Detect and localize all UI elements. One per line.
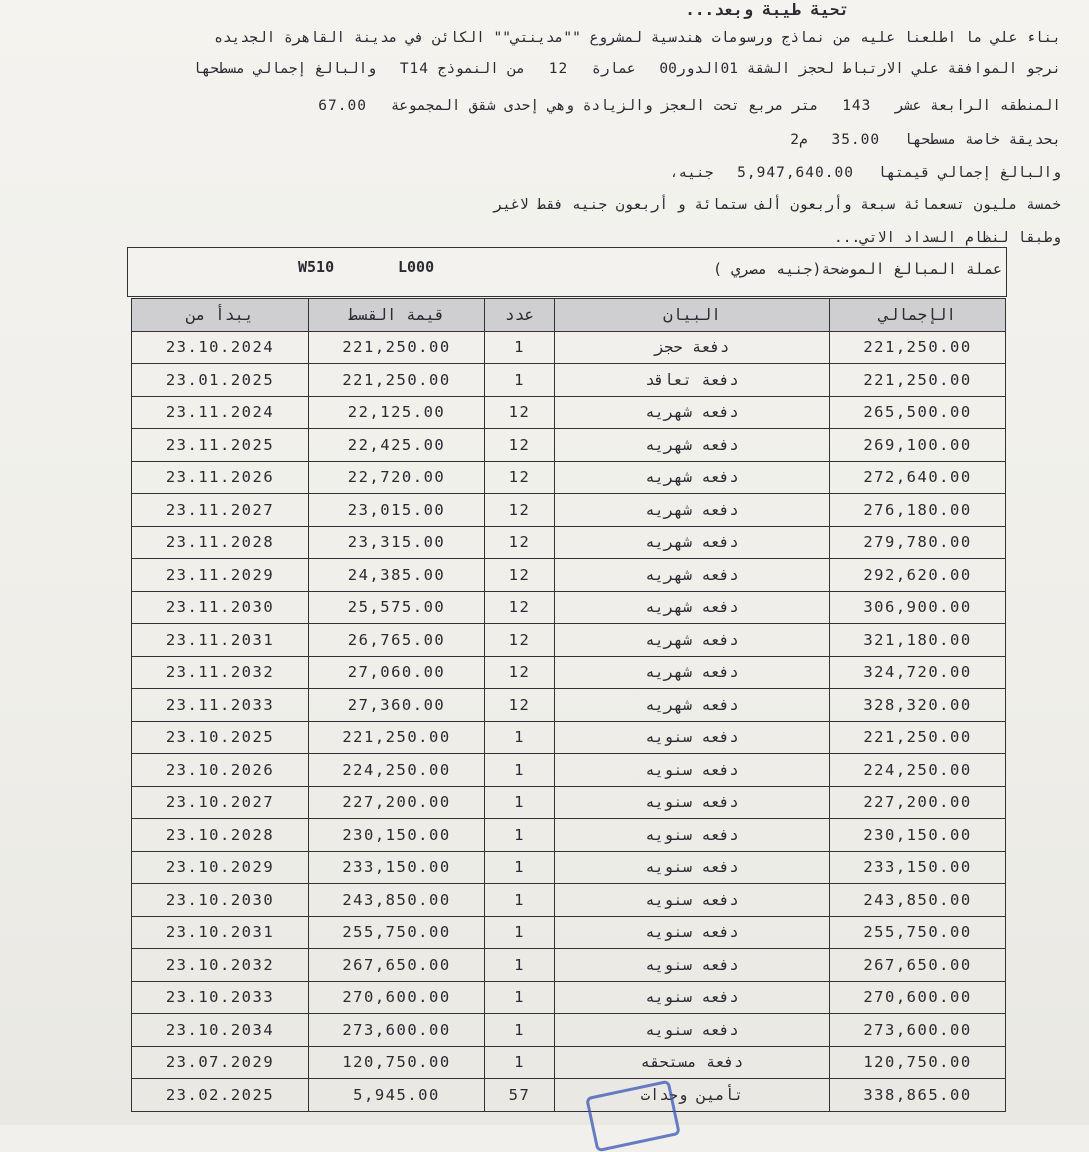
description-cell: دفعه شهريه xyxy=(555,689,830,722)
installment-amount-cell: 22,425.00 xyxy=(309,429,485,462)
start-date-cell: 23.10.2024 xyxy=(132,331,309,364)
total-cell: 227,200.00 xyxy=(830,786,1006,819)
start-date-cell: 23.10.2033 xyxy=(132,981,309,1014)
installment-amount-cell: 255,750.00 xyxy=(309,916,485,949)
table-row xyxy=(132,819,1006,852)
total-cell: 233,150.00 xyxy=(830,851,1006,884)
description-cell: دفعة حجز xyxy=(555,331,830,364)
description-cell: دفعه شهريه xyxy=(555,591,830,624)
table-row xyxy=(132,981,1006,1014)
start-date-cell: 23.02.2025 xyxy=(132,1079,309,1112)
count-cell: 12 xyxy=(485,689,555,722)
count-cell: 12 xyxy=(485,559,555,592)
table-row xyxy=(132,461,1006,494)
start-date-cell: 23.10.2031 xyxy=(132,916,309,949)
table-row xyxy=(132,884,1006,917)
start-date-cell: 23.11.2028 xyxy=(132,526,309,559)
installment-amount-cell: 5,945.00 xyxy=(309,1079,485,1112)
count-cell: 1 xyxy=(485,851,555,884)
description-cell: دفعه شهريه xyxy=(555,526,830,559)
table-row xyxy=(132,916,1006,949)
description-cell: دفعه سنويه xyxy=(555,884,830,917)
total-cell: 120,750.00 xyxy=(830,1046,1006,1079)
count-cell: 12 xyxy=(485,461,555,494)
start-date-cell: 23.10.2032 xyxy=(132,949,309,982)
total-cell: 338,865.00 xyxy=(830,1079,1006,1112)
description-cell: دفعه سنويه xyxy=(555,721,830,754)
table-row xyxy=(132,689,1006,722)
group-number: 143 xyxy=(842,98,872,114)
description-cell: دفعه شهريه xyxy=(555,396,830,429)
column-header-total: الإجمالي xyxy=(830,299,1006,332)
installment-amount-cell: 243,850.00 xyxy=(309,884,485,917)
currency-header-box xyxy=(127,247,1007,297)
installment-amount-cell: 24,385.00 xyxy=(309,559,485,592)
table-row xyxy=(132,1046,1006,1079)
column-header-start: يبدأ من xyxy=(132,299,309,332)
installment-amount-cell: 221,250.00 xyxy=(309,364,485,397)
count-cell: 12 xyxy=(485,396,555,429)
table-row xyxy=(132,429,1006,462)
description-cell: دفعه سنويه xyxy=(555,786,830,819)
description-cell: دفعة مستحقه xyxy=(555,1046,830,1079)
installment-amount-cell: 227,200.00 xyxy=(309,786,485,819)
total-cell: 292,620.00 xyxy=(830,559,1006,592)
table-header-row xyxy=(132,299,1006,332)
line4-text: بحديقة خاصة مسطحها xyxy=(903,132,1061,148)
description-cell: دفعه سنويه xyxy=(555,1014,830,1047)
total-cell: 328,320.00 xyxy=(830,689,1006,722)
start-date-cell: 23.10.2030 xyxy=(132,884,309,917)
description-cell: دفعه شهريه xyxy=(555,624,830,657)
letter-line-1: بناء علي ما اطلعنا عليه من نماذج ورسومات هندسية لمشروع ""مدينتي"" الكائن في مدينة القاهرة الجديده xyxy=(214,30,1061,46)
payment-schedule-table xyxy=(131,298,1006,1112)
start-date-cell: 23.10.2025 xyxy=(132,721,309,754)
total-cell: 243,850.00 xyxy=(830,884,1006,917)
table-row xyxy=(132,331,1006,364)
letter-line-2 xyxy=(40,61,1061,77)
line2-text-b: عمارة xyxy=(592,61,636,77)
start-date-cell: 23.10.2026 xyxy=(132,754,309,787)
count-cell: 1 xyxy=(485,1046,555,1079)
start-date-cell: 23.11.2024 xyxy=(132,396,309,429)
column-header-count: عدد xyxy=(485,299,555,332)
code-right: L000 xyxy=(398,258,435,276)
installment-amount-cell: 26,765.00 xyxy=(309,624,485,657)
total-cell: 221,250.00 xyxy=(830,364,1006,397)
count-cell: 1 xyxy=(485,981,555,1014)
table-row xyxy=(132,526,1006,559)
installment-amount-cell: 230,150.00 xyxy=(309,819,485,852)
description-cell: دفعه شهريه xyxy=(555,461,830,494)
total-cell: 224,250.00 xyxy=(830,754,1006,787)
count-cell: 12 xyxy=(485,494,555,527)
table-row xyxy=(132,591,1006,624)
description-cell: دفعه سنويه xyxy=(555,851,830,884)
count-cell: 12 xyxy=(485,624,555,657)
total-cell: 279,780.00 xyxy=(830,526,1006,559)
unit-area: 67.00 xyxy=(318,98,367,114)
currency-note: عملة المبالغ الموضحة(جنيه مصري ) xyxy=(713,260,1002,278)
total-cell: 306,900.00 xyxy=(830,591,1006,624)
start-date-cell: 23.10.2034 xyxy=(132,1014,309,1047)
installment-amount-cell: 23,015.00 xyxy=(309,494,485,527)
table-row xyxy=(132,1014,1006,1047)
description-cell: دفعه شهريه xyxy=(555,494,830,527)
installment-amount-cell: 22,720.00 xyxy=(309,461,485,494)
installment-amount-cell: 273,600.00 xyxy=(309,1014,485,1047)
start-date-cell: 23.11.2029 xyxy=(132,559,309,592)
count-cell: 1 xyxy=(485,1014,555,1047)
letter-line-6: خمسة مليون تسعمائة سبعة وأربعون ألف ستمائة و أربعون جنيه فقط لاغير xyxy=(493,197,1061,213)
total-cell: 272,640.00 xyxy=(830,461,1006,494)
letter-line-4 xyxy=(40,132,1061,148)
count-cell: 12 xyxy=(485,591,555,624)
table-row xyxy=(132,624,1006,657)
start-date-cell: 23.10.2028 xyxy=(132,819,309,852)
start-date-cell: 23.10.2029 xyxy=(132,851,309,884)
start-date-cell: 23.11.2031 xyxy=(132,624,309,657)
letter-line-3 xyxy=(40,98,1061,114)
installment-amount-cell: 270,600.00 xyxy=(309,981,485,1014)
start-date-cell: 23.11.2032 xyxy=(132,656,309,689)
count-cell: 1 xyxy=(485,819,555,852)
total-cell: 269,100.00 xyxy=(830,429,1006,462)
description-cell: دفعه سنويه xyxy=(555,754,830,787)
installment-amount-cell: 22,125.00 xyxy=(309,396,485,429)
total-cell: 255,750.00 xyxy=(830,916,1006,949)
installment-amount-cell: 25,575.00 xyxy=(309,591,485,624)
letter-line-5 xyxy=(40,165,1061,181)
count-cell: 1 xyxy=(485,916,555,949)
count-cell: 1 xyxy=(485,721,555,754)
start-date-cell: 23.10.2027 xyxy=(132,786,309,819)
line2-text-a: نرجو الموافقة علي الارتباط لحجز الشقة 01الدور00 xyxy=(659,61,1061,77)
description-cell: تأمين وحدات xyxy=(555,1079,830,1112)
building-number: 12 xyxy=(548,61,569,77)
table-row xyxy=(132,494,1006,527)
table-row xyxy=(132,851,1006,884)
table-row xyxy=(132,949,1006,982)
total-cell: 265,500.00 xyxy=(830,396,1006,429)
description-cell: دفعه شهريه xyxy=(555,656,830,689)
greeting: تحية طيبة وبعد... xyxy=(685,0,849,19)
count-cell: 1 xyxy=(485,884,555,917)
installment-amount-cell: 221,250.00 xyxy=(309,331,485,364)
table-row xyxy=(132,396,1006,429)
zone-text: المنطقه الرابعة عشر xyxy=(895,98,1061,114)
total-cell: 276,180.00 xyxy=(830,494,1006,527)
table-row xyxy=(132,656,1006,689)
table-row xyxy=(132,721,1006,754)
line2-text-e: والبالغ إجمالي مسطحها xyxy=(192,61,377,77)
line3-text: متر مربع تحت العجز والزيادة وهي إحدى شقق المجموعة xyxy=(390,98,819,114)
installment-amount-cell: 120,750.00 xyxy=(309,1046,485,1079)
total-value: 5,947,640.00 xyxy=(737,165,854,181)
code-left: W510 xyxy=(298,258,335,276)
table-body xyxy=(132,331,1006,1111)
total-cell: 267,650.00 xyxy=(830,949,1006,982)
description-cell: دفعه سنويه xyxy=(555,819,830,852)
total-cell: 270,600.00 xyxy=(830,981,1006,1014)
count-cell: 1 xyxy=(485,786,555,819)
start-date-cell: 23.11.2027 xyxy=(132,494,309,527)
letter-line-7: وطبقا لنظام السداد الاتي... xyxy=(834,230,1061,246)
count-cell: 1 xyxy=(485,364,555,397)
installment-amount-cell: 23,315.00 xyxy=(309,526,485,559)
description-cell: دفعه شهريه xyxy=(555,559,830,592)
start-date-cell: 23.01.2025 xyxy=(132,364,309,397)
table-row xyxy=(132,364,1006,397)
line5-text: والبالغ إجمالي قيمتها xyxy=(877,165,1061,181)
start-date-cell: 23.11.2033 xyxy=(132,689,309,722)
garden-area: 35.00 xyxy=(831,132,881,148)
total-cell: 321,180.00 xyxy=(830,624,1006,657)
installment-amount-cell: 27,360.00 xyxy=(309,689,485,722)
table-row xyxy=(132,786,1006,819)
count-cell: 57 xyxy=(485,1079,555,1112)
description-cell: دفعه سنويه xyxy=(555,981,830,1014)
table-row xyxy=(132,754,1006,787)
count-cell: 12 xyxy=(485,526,555,559)
total-cell: 221,250.00 xyxy=(830,721,1006,754)
total-value-unit: جنيه، xyxy=(669,165,714,181)
total-cell: 230,150.00 xyxy=(830,819,1006,852)
start-date-cell: 23.11.2025 xyxy=(132,429,309,462)
installment-amount-cell: 224,250.00 xyxy=(309,754,485,787)
total-cell: 273,600.00 xyxy=(830,1014,1006,1047)
column-header-label: البيان xyxy=(555,299,830,332)
line2-text-d: من النموذج T14 xyxy=(399,61,526,77)
start-date-cell: 23.07.2029 xyxy=(132,1046,309,1079)
table-row xyxy=(132,559,1006,592)
count-cell: 12 xyxy=(485,429,555,462)
installment-amount-cell: 233,150.00 xyxy=(309,851,485,884)
installment-amount-cell: 221,250.00 xyxy=(309,721,485,754)
garden-area-unit: م2 xyxy=(790,132,808,148)
count-cell: 1 xyxy=(485,331,555,364)
start-date-cell: 23.11.2026 xyxy=(132,461,309,494)
installment-amount-cell: 27,060.00 xyxy=(309,656,485,689)
total-cell: 221,250.00 xyxy=(830,331,1006,364)
description-cell: دفعه سنويه xyxy=(555,916,830,949)
table-row xyxy=(132,1079,1006,1112)
total-cell: 324,720.00 xyxy=(830,656,1006,689)
installment-amount-cell: 267,650.00 xyxy=(309,949,485,982)
description-cell: دفعه سنويه xyxy=(555,949,830,982)
column-header-amount: قيمة القسط xyxy=(309,299,485,332)
count-cell: 1 xyxy=(485,949,555,982)
description-cell: دفعة تعاقد xyxy=(555,364,830,397)
count-cell: 12 xyxy=(485,656,555,689)
count-cell: 1 xyxy=(485,754,555,787)
description-cell: دفعه شهريه xyxy=(555,429,830,462)
start-date-cell: 23.11.2030 xyxy=(132,591,309,624)
